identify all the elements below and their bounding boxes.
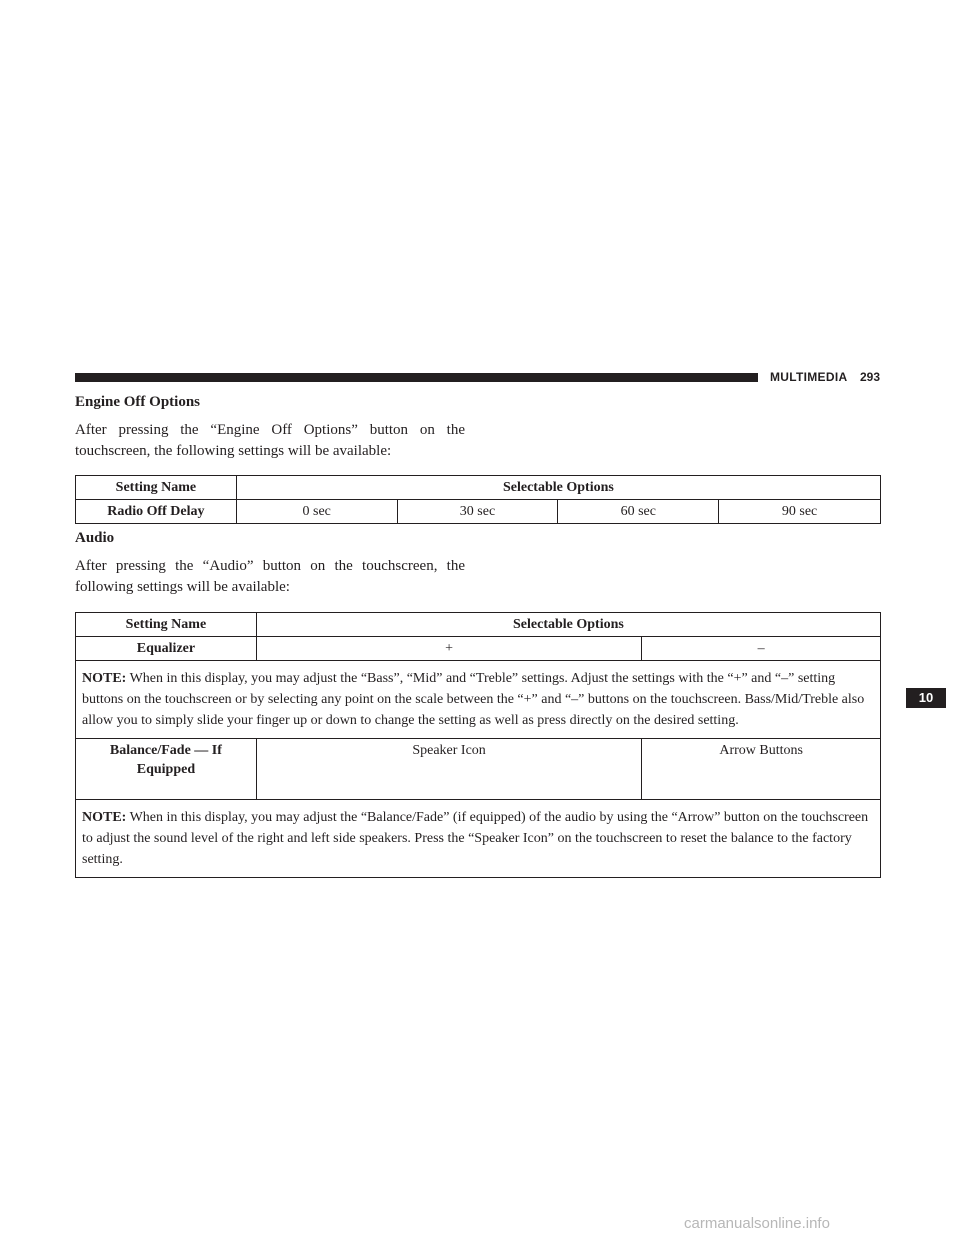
audio-heading: Audio — [75, 530, 115, 546]
setting-name-header: Setting Name — [76, 613, 257, 637]
chapter-tab: 10 — [906, 688, 946, 708]
option-cell: + — [256, 637, 641, 661]
balance-fade-label: Balance/Fade — If Equipped — [76, 739, 257, 800]
option-cell: – — [642, 637, 881, 661]
note-label: NOTE: — [82, 810, 127, 825]
watermark: carmanualsonline.info — [684, 1215, 830, 1232]
selectable-options-header: Selectable Options — [256, 613, 880, 637]
table-header-row — [76, 476, 881, 500]
table-row — [76, 500, 881, 524]
option-cell: 90 sec — [719, 500, 881, 524]
audio-table — [75, 612, 881, 878]
option-cell: 60 sec — [558, 500, 719, 524]
engine-off-table — [75, 475, 881, 524]
option-cell: 30 sec — [397, 500, 558, 524]
table-row — [76, 800, 881, 878]
equalizer-label: Equalizer — [76, 637, 257, 661]
header-rule — [75, 373, 758, 382]
running-header-section: MULTIMEDIA — [770, 370, 848, 384]
setting-name-header: Setting Name — [76, 476, 237, 500]
note-label: NOTE: — [82, 671, 127, 686]
audio-intro: After pressing the “Audio” button on the touchscreen, the following settings will be available: — [75, 558, 465, 595]
engine-off-heading: Engine Off Options — [75, 394, 201, 410]
equalizer-note — [76, 661, 881, 739]
balance-note — [76, 800, 881, 878]
engine-off-intro: After pressing the “Engine Off Options” button on the touchscreen, the following settings will be available: — [75, 422, 465, 459]
note-text: When in this display, you may adjust the “Bass”, “Mid” and “Treble” settings. Adjust the settings with the “+” and “–” setting buttons on the touchscreen or by selecting any point on the scale between the “+” and “–” buttons on the touchscreen. Bass/Mid/Treble also allow you to simply slide your finger up or down to change the setting as well as press directly on the desired setting. — [82, 671, 865, 728]
option-cell: Speaker Icon — [256, 739, 641, 800]
page-number: 293 — [860, 370, 881, 384]
option-cell: Arrow Buttons — [642, 739, 881, 800]
radio-off-delay-label: Radio Off Delay — [76, 500, 237, 524]
table-header-row — [76, 613, 881, 637]
table-row — [76, 661, 881, 739]
option-cell: 0 sec — [236, 500, 397, 524]
table-row — [76, 637, 881, 661]
table-row — [76, 739, 881, 800]
note-text: When in this display, you may adjust the “Balance/Fade” (if equipped) of the audio by using the “Arrow” button on the touchscreen to adjust the sound level of the right and left side speakers. Press the “Speaker Icon” on the touchscreen to reset the balance to the factory setting. — [82, 810, 869, 867]
selectable-options-header: Selectable Options — [236, 476, 880, 500]
